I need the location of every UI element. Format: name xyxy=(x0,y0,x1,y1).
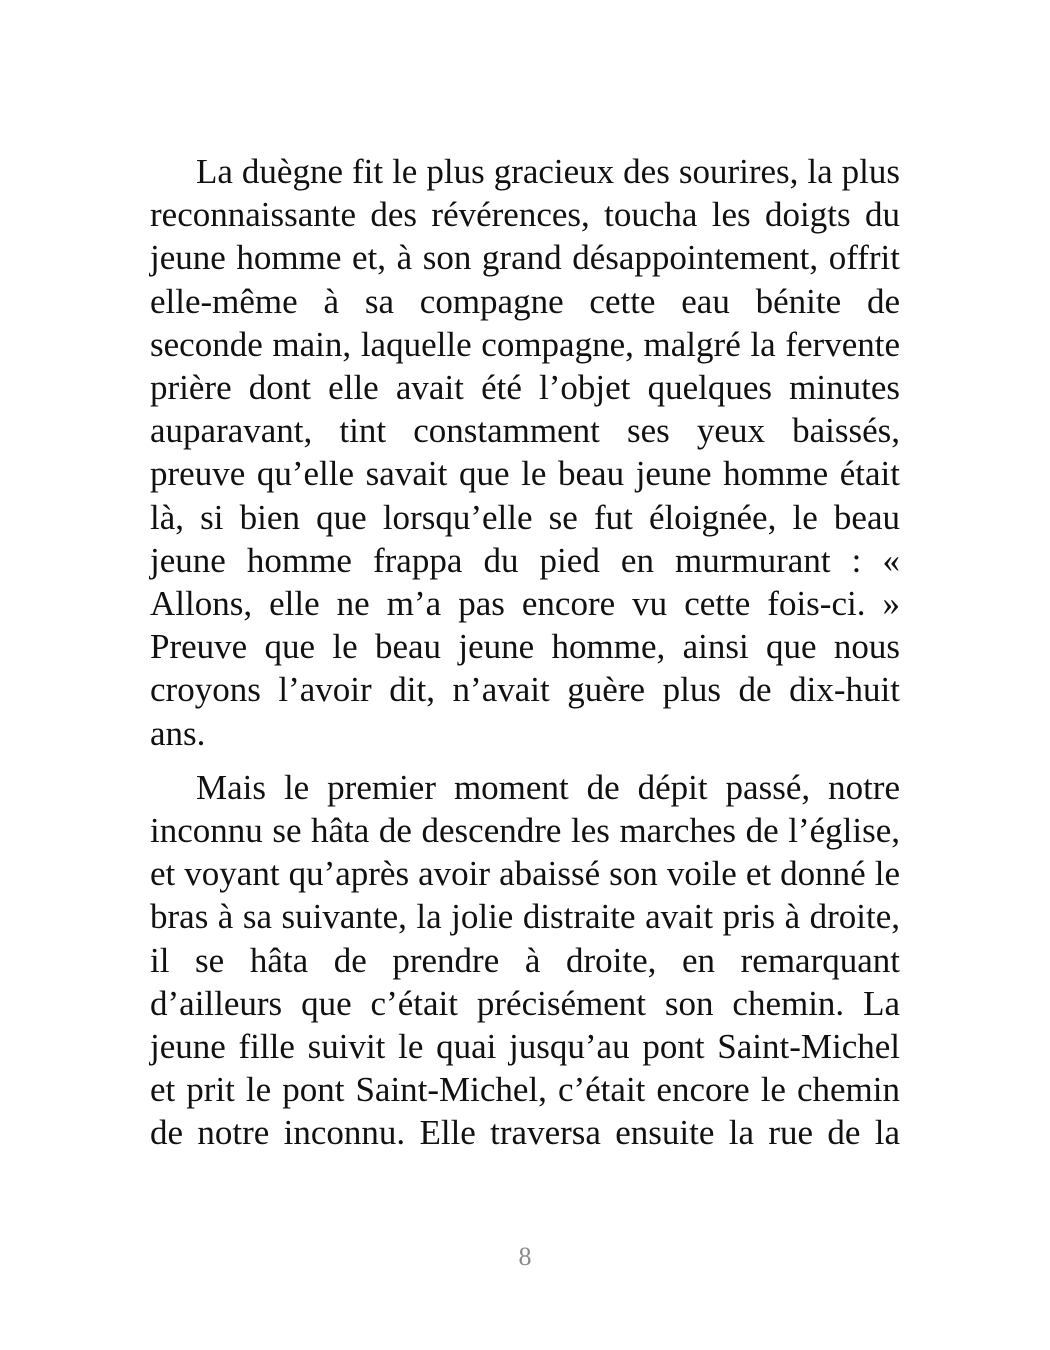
paragraph: La duègne fit le plus gracieux des sourires, la plus reconnaissante des révérences, toucha les doigts du jeune homme et, à son grand désappointement, offrit elle-même à sa compagne cette eau bénite de seconde main, laquelle compagne, malgré la fervente prière dont elle avait été l’objet quelques minutes auparavant, tint constamment ses yeux baissés, preuve qu’elle savait que le beau jeune homme était là, si bien que lorsqu’elle se fut éloignée, le beau jeune homme frappa du pied en murmurant : « Allons, elle ne m’a pas encore vu cette fois-ci. » Preuve que le beau jeune homme, ainsi que nous croyons l’avoir dit, n’avait guère plus de dix-huit ans. xyxy=(150,152,900,753)
page-number: 8 xyxy=(518,1242,532,1271)
page-body xyxy=(150,150,900,1155)
paragraph: Mais le premier moment de dépit passé, notre inconnu se hâta de descendre les marches de l’église, et voyant qu’après avoir abaissé son voile et donné le bras à sa suivante, la jolie distraite avait pris à droite, il se hâta de prendre à droite, en remarquant d’ailleurs que c’était précisément son chemin. La jeune fille suivit le quai jusqu’au pont Saint-Michel et prit le pont Saint-Michel, c’était encore le chemin de notre inconnu. Elle traversa ensuite la rue de la xyxy=(150,767,900,1153)
